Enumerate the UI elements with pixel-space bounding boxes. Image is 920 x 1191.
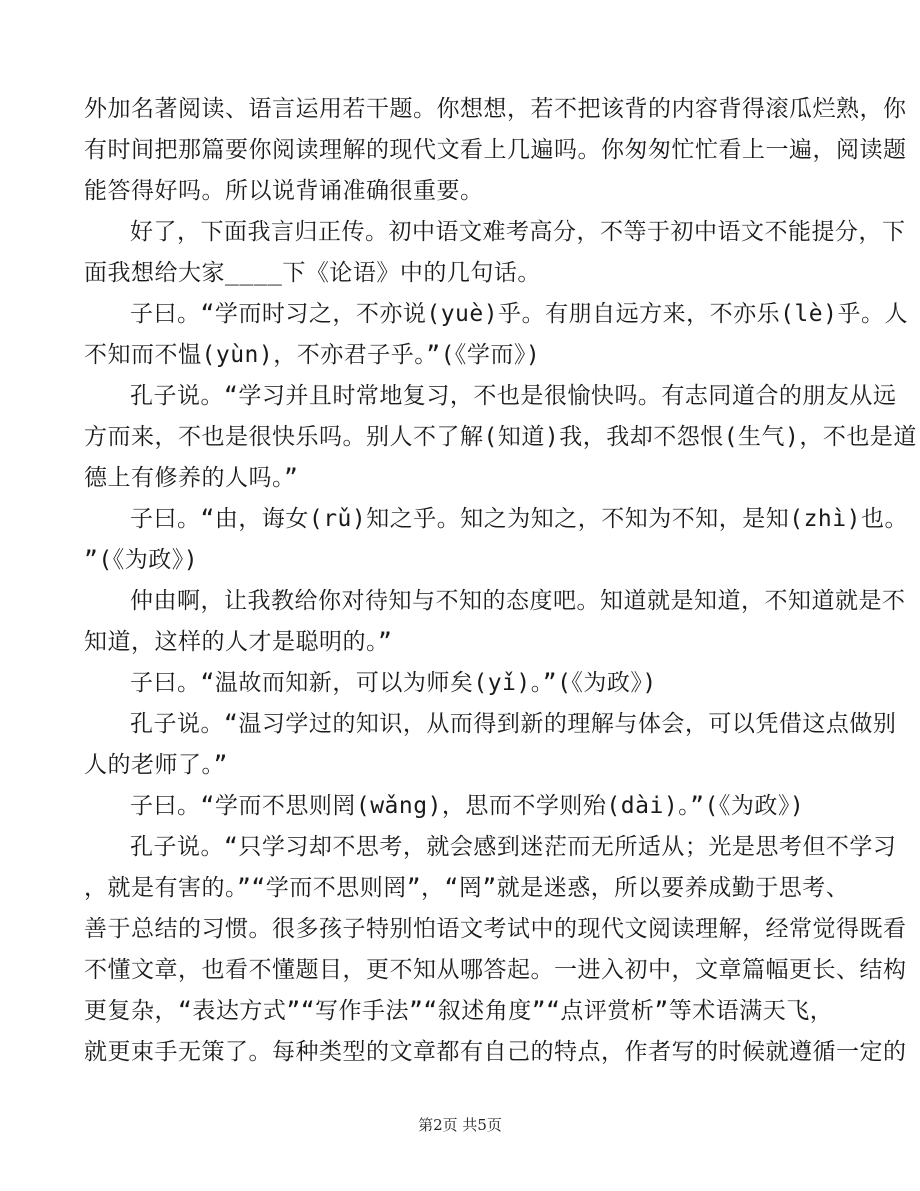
paragraph-first-line: 仲由啊，让我教给你对待知与不知的态度吧。知道就是知道，不知道就是不: [130, 588, 906, 614]
text-line: 面我想给大家____下《论语》中的几句话。: [84, 260, 541, 286]
text-line: 就更束手无策了。每种类型的文章都有自己的特点，作者写的时候就遵循一定的: [84, 1039, 907, 1065]
paragraph-first-line: 孔子说。“学习并且时常地复习，不也是很愉快吗。有志同道合的朋友从远: [130, 383, 897, 409]
paragraph-first-line: 孔子说。“温习学过的知识，从而得到新的理解与体会，可以凭借这点做别: [130, 711, 897, 737]
text-line: 人的老师了。”: [84, 752, 228, 778]
text-line: 不知而不愠(yùn)，不亦君子乎。”(《学而》): [84, 342, 541, 368]
paragraph-first-line: 子曰。“温故而知新，可以为师矣(yǐ)。”(《为政》): [130, 670, 657, 696]
text-line: ，就是有害的。”“学而不思则罔”，“罔”就是迷惑，所以要养成勤于思考、: [84, 875, 850, 901]
text-line: 有时间把那篇要你阅读理解的现代文看上几遍吗。你匆匆忙忙看上一遍，阅读题: [84, 137, 907, 163]
paragraph-first-line: 孔子说。“只学习却不思考，就会感到迷茫而无所适从；光是思考但不学习: [130, 834, 897, 860]
text-line: 不懂文章，也看不懂题目，更不知从哪答起。一进入初中，文章篇幅更长、结构: [84, 957, 907, 983]
text-line: 外加名著阅读、语言运用若干题。你想想，若不把该背的内容背得滚瓜烂熟，你: [84, 96, 907, 122]
paragraph-first-line: 子曰。“由，诲女(rǔ)知之乎。知之为知之，不知为不知，是知(zhì)也。: [130, 506, 908, 532]
page-number: 第2页 共5页: [418, 1116, 502, 1134]
text-line: 德上有修养的人吗。”: [84, 465, 299, 491]
text-line: ”(《为政》): [84, 547, 199, 573]
text-line: 善于总结的习惯。很多孩子特别怕语文考试中的现代文阅读理解，经常觉得既看: [84, 916, 907, 942]
text-line: 知道，这样的人才是聪明的。”: [84, 629, 393, 655]
text-line: 更复杂，“表达方式”“写作手法”“叙述角度”“点评赏析”等术语满天飞，: [84, 998, 834, 1024]
text-line: 方而来，不也是很快乐吗。别人不了解(知道)我，我却不怨恨(生气)，不也是道: [84, 424, 917, 450]
text-line: 能答得好吗。所以说背诵准确很重要。: [84, 178, 484, 204]
paragraph-first-line: 子曰。“学而不思则罔(wǎng)，思而不学则殆(dài)。”(《为政》): [130, 793, 805, 819]
paragraph-first-line: 好了，下面我言归正传。初中语文难考高分，不等于初中语文不能提分，下: [130, 219, 906, 245]
paragraph-first-line: 子曰。“学而时习之，不亦说(yuè)乎。有朋自远方来，不亦乐(lè)乎。人: [130, 301, 908, 327]
